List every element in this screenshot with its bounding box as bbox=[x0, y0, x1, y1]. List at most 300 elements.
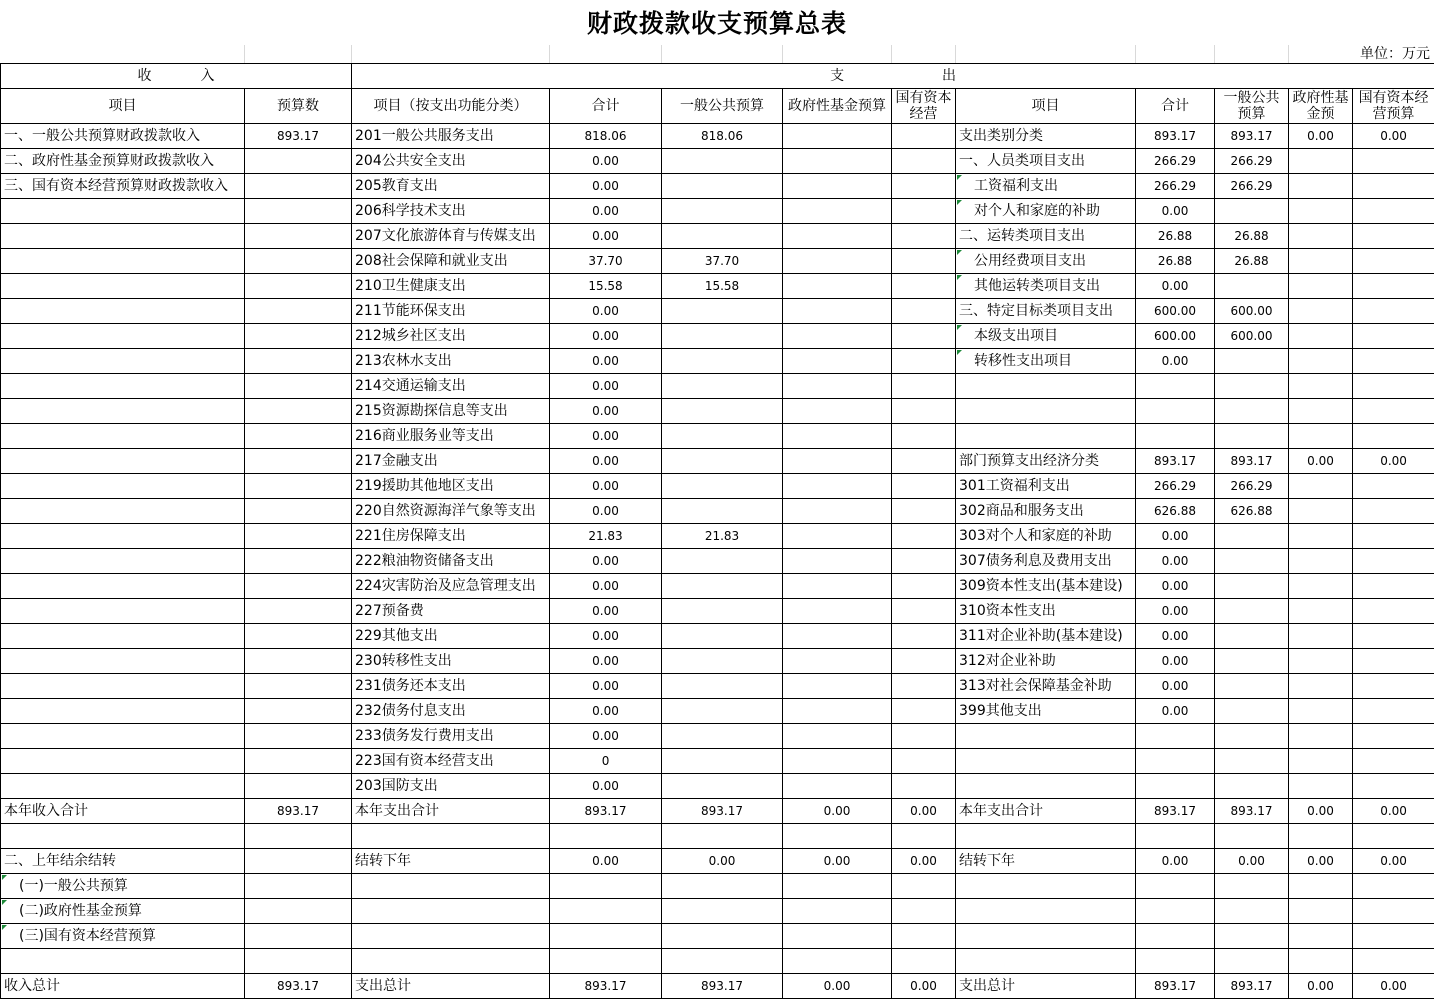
income-item-cell[interactable] bbox=[1, 774, 245, 799]
expense-soe-cell[interactable] bbox=[892, 349, 956, 374]
category-soe-cell[interactable]: 0.00 bbox=[1353, 849, 1434, 874]
expense-category-item-cell[interactable]: 三、特定目标类项目支出 bbox=[956, 299, 1136, 324]
expense-soe-cell[interactable] bbox=[892, 474, 956, 499]
category-general-cell[interactable] bbox=[1215, 624, 1289, 649]
category-general-cell[interactable] bbox=[1215, 199, 1289, 224]
expense-general-cell[interactable]: 893.17 bbox=[662, 974, 783, 999]
expense-category-item-cell[interactable]: 本级支出项目 bbox=[956, 324, 1136, 349]
income-budget-cell[interactable] bbox=[245, 699, 352, 724]
income-item-cell[interactable]: (三)国有资本经营预算 bbox=[1, 924, 245, 949]
expense-soe-cell[interactable] bbox=[892, 899, 956, 924]
expense-category-item-cell[interactable] bbox=[956, 399, 1136, 424]
expense-total-cell[interactable]: 0 bbox=[550, 749, 662, 774]
expense-category-item-cell[interactable]: 311对企业补助(基本建设) bbox=[956, 624, 1136, 649]
category-total-cell[interactable]: 266.29 bbox=[1136, 474, 1215, 499]
income-budget-cell[interactable] bbox=[245, 574, 352, 599]
expense-func-item-cell[interactable]: 229其他支出 bbox=[352, 624, 550, 649]
category-total-cell[interactable]: 0.00 bbox=[1136, 274, 1215, 299]
expense-category-item-cell[interactable] bbox=[956, 724, 1136, 749]
category-total-cell[interactable]: 600.00 bbox=[1136, 299, 1215, 324]
expense-govfund-cell[interactable] bbox=[783, 899, 892, 924]
income-item-cell[interactable]: 二、政府性基金预算财政拨款收入 bbox=[1, 149, 245, 174]
category-govfund-cell[interactable] bbox=[1289, 824, 1353, 849]
expense-total-cell[interactable]: 15.58 bbox=[550, 274, 662, 299]
income-budget-cell[interactable] bbox=[245, 724, 352, 749]
expense-govfund-cell[interactable]: 0.00 bbox=[783, 799, 892, 824]
expense-general-cell[interactable] bbox=[662, 499, 783, 524]
category-general-cell[interactable] bbox=[1215, 924, 1289, 949]
expense-func-item-cell[interactable]: 233债务发行费用支出 bbox=[352, 724, 550, 749]
category-total-cell[interactable]: 0.00 bbox=[1136, 599, 1215, 624]
category-soe-cell[interactable] bbox=[1353, 624, 1434, 649]
category-total-cell[interactable] bbox=[1136, 774, 1215, 799]
expense-category-item-cell[interactable]: 313对社会保障基金补助 bbox=[956, 674, 1136, 699]
category-govfund-cell[interactable] bbox=[1289, 149, 1353, 174]
expense-total-cell[interactable]: 0.00 bbox=[550, 324, 662, 349]
income-item-cell[interactable] bbox=[1, 399, 245, 424]
category-soe-cell[interactable] bbox=[1353, 674, 1434, 699]
category-general-cell[interactable]: 600.00 bbox=[1215, 324, 1289, 349]
income-budget-cell[interactable] bbox=[245, 374, 352, 399]
expense-category-item-cell[interactable]: 工资福利支出 bbox=[956, 174, 1136, 199]
expense-total-cell[interactable]: 21.83 bbox=[550, 524, 662, 549]
income-item-cell[interactable] bbox=[1, 949, 245, 974]
expense-govfund-cell[interactable] bbox=[783, 599, 892, 624]
expense-soe-cell[interactable]: 0.00 bbox=[892, 799, 956, 824]
expense-total-cell[interactable]: 893.17 bbox=[550, 974, 662, 999]
income-budget-cell[interactable]: 893.17 bbox=[245, 974, 352, 999]
expense-general-cell[interactable] bbox=[662, 949, 783, 974]
income-item-cell[interactable] bbox=[1, 574, 245, 599]
income-item-cell[interactable] bbox=[1, 274, 245, 299]
category-soe-cell[interactable] bbox=[1353, 374, 1434, 399]
expense-govfund-cell[interactable] bbox=[783, 524, 892, 549]
expense-soe-cell[interactable]: 0.00 bbox=[892, 849, 956, 874]
expense-soe-cell[interactable] bbox=[892, 149, 956, 174]
expense-func-item-cell[interactable]: 216商业服务业等支出 bbox=[352, 424, 550, 449]
expense-soe-cell[interactable] bbox=[892, 624, 956, 649]
category-govfund-cell[interactable]: 0.00 bbox=[1289, 799, 1353, 824]
category-total-cell[interactable] bbox=[1136, 949, 1215, 974]
category-total-cell[interactable]: 266.29 bbox=[1136, 174, 1215, 199]
expense-total-cell[interactable] bbox=[550, 924, 662, 949]
category-total-cell[interactable]: 0.00 bbox=[1136, 199, 1215, 224]
expense-category-item-cell[interactable] bbox=[956, 424, 1136, 449]
expense-govfund-cell[interactable] bbox=[783, 224, 892, 249]
expense-category-item-cell[interactable] bbox=[956, 874, 1136, 899]
category-total-cell[interactable]: 600.00 bbox=[1136, 324, 1215, 349]
expense-func-item-cell[interactable]: 205教育支出 bbox=[352, 174, 550, 199]
income-budget-cell[interactable] bbox=[245, 399, 352, 424]
expense-total-cell[interactable]: 0.00 bbox=[550, 399, 662, 424]
category-govfund-cell[interactable] bbox=[1289, 924, 1353, 949]
expense-soe-cell[interactable] bbox=[892, 524, 956, 549]
income-budget-cell[interactable] bbox=[245, 499, 352, 524]
category-govfund-cell[interactable]: 0.00 bbox=[1289, 849, 1353, 874]
expense-total-cell[interactable]: 0.00 bbox=[550, 599, 662, 624]
expense-total-cell[interactable] bbox=[550, 899, 662, 924]
category-general-cell[interactable]: 26.88 bbox=[1215, 249, 1289, 274]
expense-func-item-cell[interactable]: 227预备费 bbox=[352, 599, 550, 624]
income-item-cell[interactable] bbox=[1, 199, 245, 224]
expense-category-item-cell[interactable] bbox=[956, 374, 1136, 399]
category-general-cell[interactable] bbox=[1215, 724, 1289, 749]
income-item-cell[interactable]: (一)一般公共预算 bbox=[1, 874, 245, 899]
expense-govfund-cell[interactable] bbox=[783, 624, 892, 649]
category-govfund-cell[interactable] bbox=[1289, 549, 1353, 574]
category-general-cell[interactable] bbox=[1215, 599, 1289, 624]
expense-func-item-cell[interactable]: 本年支出合计 bbox=[352, 799, 550, 824]
expense-total-cell[interactable]: 0.00 bbox=[550, 699, 662, 724]
income-item-cell[interactable] bbox=[1, 624, 245, 649]
income-budget-cell[interactable] bbox=[245, 524, 352, 549]
expense-category-item-cell[interactable] bbox=[956, 949, 1136, 974]
category-total-cell[interactable]: 893.17 bbox=[1136, 124, 1215, 149]
expense-govfund-cell[interactable] bbox=[783, 824, 892, 849]
category-govfund-cell[interactable] bbox=[1289, 399, 1353, 424]
expense-category-item-cell[interactable]: 结转下年 bbox=[956, 849, 1136, 874]
expense-total-cell[interactable] bbox=[550, 824, 662, 849]
category-soe-cell[interactable] bbox=[1353, 574, 1434, 599]
expense-govfund-cell[interactable] bbox=[783, 324, 892, 349]
expense-general-cell[interactable]: 818.06 bbox=[662, 124, 783, 149]
expense-total-cell[interactable]: 0.00 bbox=[550, 349, 662, 374]
category-soe-cell[interactable] bbox=[1353, 349, 1434, 374]
category-govfund-cell[interactable] bbox=[1289, 324, 1353, 349]
income-budget-cell[interactable] bbox=[245, 274, 352, 299]
category-total-cell[interactable]: 893.17 bbox=[1136, 449, 1215, 474]
expense-total-cell[interactable]: 0.00 bbox=[550, 574, 662, 599]
expense-general-cell[interactable] bbox=[662, 574, 783, 599]
category-govfund-cell[interactable] bbox=[1289, 174, 1353, 199]
category-total-cell[interactable] bbox=[1136, 424, 1215, 449]
category-govfund-cell[interactable] bbox=[1289, 874, 1353, 899]
income-item-cell[interactable] bbox=[1, 724, 245, 749]
expense-soe-cell[interactable] bbox=[892, 299, 956, 324]
category-govfund-cell[interactable]: 0.00 bbox=[1289, 124, 1353, 149]
expense-govfund-cell[interactable] bbox=[783, 649, 892, 674]
income-item-cell[interactable]: 本年收入合计 bbox=[1, 799, 245, 824]
expense-govfund-cell[interactable] bbox=[783, 174, 892, 199]
expense-general-cell[interactable] bbox=[662, 149, 783, 174]
expense-total-cell[interactable]: 0.00 bbox=[550, 424, 662, 449]
expense-category-item-cell[interactable] bbox=[956, 899, 1136, 924]
category-general-cell[interactable]: 0.00 bbox=[1215, 849, 1289, 874]
expense-soe-cell[interactable] bbox=[892, 549, 956, 574]
category-general-cell[interactable]: 266.29 bbox=[1215, 474, 1289, 499]
expense-soe-cell[interactable] bbox=[892, 249, 956, 274]
category-total-cell[interactable]: 0.00 bbox=[1136, 574, 1215, 599]
category-total-cell[interactable] bbox=[1136, 749, 1215, 774]
category-soe-cell[interactable] bbox=[1353, 474, 1434, 499]
expense-general-cell[interactable] bbox=[662, 399, 783, 424]
expense-func-item-cell[interactable]: 207文化旅游体育与传媒支出 bbox=[352, 224, 550, 249]
expense-func-item-cell[interactable]: 214交通运输支出 bbox=[352, 374, 550, 399]
expense-general-cell[interactable] bbox=[662, 699, 783, 724]
category-total-cell[interactable] bbox=[1136, 824, 1215, 849]
expense-total-cell[interactable]: 0.00 bbox=[550, 724, 662, 749]
category-total-cell[interactable] bbox=[1136, 399, 1215, 424]
income-item-cell[interactable]: 三、国有资本经营预算财政拨款收入 bbox=[1, 174, 245, 199]
expense-func-item-cell[interactable]: 224灾害防治及应急管理支出 bbox=[352, 574, 550, 599]
income-budget-cell[interactable] bbox=[245, 174, 352, 199]
expense-general-cell[interactable]: 21.83 bbox=[662, 524, 783, 549]
expense-general-cell[interactable]: 893.17 bbox=[662, 799, 783, 824]
expense-total-cell[interactable]: 0.00 bbox=[550, 549, 662, 574]
category-general-cell[interactable] bbox=[1215, 424, 1289, 449]
income-item-cell[interactable] bbox=[1, 749, 245, 774]
category-govfund-cell[interactable] bbox=[1289, 624, 1353, 649]
expense-category-item-cell[interactable] bbox=[956, 924, 1136, 949]
income-budget-cell[interactable] bbox=[245, 449, 352, 474]
category-general-cell[interactable] bbox=[1215, 649, 1289, 674]
expense-general-cell[interactable] bbox=[662, 199, 783, 224]
expense-soe-cell[interactable] bbox=[892, 374, 956, 399]
income-budget-cell[interactable] bbox=[245, 924, 352, 949]
category-soe-cell[interactable] bbox=[1353, 324, 1434, 349]
income-budget-cell[interactable] bbox=[245, 349, 352, 374]
expense-soe-cell[interactable] bbox=[892, 324, 956, 349]
expense-total-cell[interactable]: 0.00 bbox=[550, 849, 662, 874]
expense-func-item-cell[interactable]: 215资源勘探信息等支出 bbox=[352, 399, 550, 424]
category-general-cell[interactable] bbox=[1215, 399, 1289, 424]
category-govfund-cell[interactable] bbox=[1289, 199, 1353, 224]
expense-govfund-cell[interactable] bbox=[783, 874, 892, 899]
category-soe-cell[interactable] bbox=[1353, 224, 1434, 249]
income-budget-cell[interactable] bbox=[245, 249, 352, 274]
category-general-cell[interactable] bbox=[1215, 274, 1289, 299]
category-govfund-cell[interactable] bbox=[1289, 574, 1353, 599]
category-general-cell[interactable] bbox=[1215, 749, 1289, 774]
income-item-cell[interactable] bbox=[1, 324, 245, 349]
expense-soe-cell[interactable] bbox=[892, 674, 956, 699]
expense-general-cell[interactable]: 15.58 bbox=[662, 274, 783, 299]
expense-govfund-cell[interactable] bbox=[783, 249, 892, 274]
category-soe-cell[interactable]: 0.00 bbox=[1353, 449, 1434, 474]
expense-func-item-cell[interactable]: 221住房保障支出 bbox=[352, 524, 550, 549]
income-item-cell[interactable] bbox=[1, 499, 245, 524]
category-total-cell[interactable]: 0.00 bbox=[1136, 699, 1215, 724]
expense-func-item-cell[interactable] bbox=[352, 949, 550, 974]
expense-govfund-cell[interactable] bbox=[783, 574, 892, 599]
category-soe-cell[interactable] bbox=[1353, 599, 1434, 624]
expense-govfund-cell[interactable] bbox=[783, 699, 892, 724]
category-general-cell[interactable] bbox=[1215, 699, 1289, 724]
category-govfund-cell[interactable] bbox=[1289, 499, 1353, 524]
expense-general-cell[interactable] bbox=[662, 299, 783, 324]
expense-soe-cell[interactable] bbox=[892, 124, 956, 149]
category-soe-cell[interactable] bbox=[1353, 424, 1434, 449]
expense-func-item-cell[interactable]: 203国防支出 bbox=[352, 774, 550, 799]
expense-total-cell[interactable]: 0.00 bbox=[550, 774, 662, 799]
income-item-cell[interactable] bbox=[1, 649, 245, 674]
category-soe-cell[interactable] bbox=[1353, 549, 1434, 574]
category-govfund-cell[interactable] bbox=[1289, 474, 1353, 499]
category-general-cell[interactable]: 893.17 bbox=[1215, 124, 1289, 149]
expense-category-item-cell[interactable]: 支出类别分类 bbox=[956, 124, 1136, 149]
category-total-cell[interactable]: 893.17 bbox=[1136, 799, 1215, 824]
income-budget-cell[interactable] bbox=[245, 424, 352, 449]
expense-govfund-cell[interactable] bbox=[783, 924, 892, 949]
income-budget-cell[interactable] bbox=[245, 199, 352, 224]
category-soe-cell[interactable]: 0.00 bbox=[1353, 974, 1434, 999]
expense-func-item-cell[interactable] bbox=[352, 924, 550, 949]
expense-total-cell[interactable]: 0.00 bbox=[550, 499, 662, 524]
expense-category-item-cell[interactable]: 309资本性支出(基本建设) bbox=[956, 574, 1136, 599]
expense-category-item-cell[interactable]: 对个人和家庭的补助 bbox=[956, 199, 1136, 224]
category-total-cell[interactable]: 0.00 bbox=[1136, 674, 1215, 699]
category-soe-cell[interactable] bbox=[1353, 774, 1434, 799]
expense-total-cell[interactable]: 0.00 bbox=[550, 449, 662, 474]
expense-func-item-cell[interactable]: 204公共安全支出 bbox=[352, 149, 550, 174]
category-soe-cell[interactable] bbox=[1353, 724, 1434, 749]
income-item-cell[interactable] bbox=[1, 374, 245, 399]
expense-func-item-cell[interactable]: 210卫生健康支出 bbox=[352, 274, 550, 299]
expense-soe-cell[interactable] bbox=[892, 599, 956, 624]
income-item-cell[interactable] bbox=[1, 349, 245, 374]
expense-category-item-cell[interactable] bbox=[956, 824, 1136, 849]
expense-total-cell[interactable]: 0.00 bbox=[550, 624, 662, 649]
expense-general-cell[interactable] bbox=[662, 649, 783, 674]
income-budget-cell[interactable] bbox=[245, 874, 352, 899]
expense-soe-cell[interactable] bbox=[892, 424, 956, 449]
expense-total-cell[interactable]: 0.00 bbox=[550, 224, 662, 249]
category-soe-cell[interactable] bbox=[1353, 499, 1434, 524]
expense-func-item-cell[interactable]: 208社会保障和就业支出 bbox=[352, 249, 550, 274]
category-total-cell[interactable] bbox=[1136, 724, 1215, 749]
category-total-cell[interactable]: 266.29 bbox=[1136, 149, 1215, 174]
expense-soe-cell[interactable] bbox=[892, 874, 956, 899]
expense-func-item-cell[interactable]: 213农林水支出 bbox=[352, 349, 550, 374]
expense-total-cell[interactable] bbox=[550, 949, 662, 974]
expense-category-item-cell[interactable]: 一、人员类项目支出 bbox=[956, 149, 1136, 174]
expense-govfund-cell[interactable] bbox=[783, 774, 892, 799]
category-general-cell[interactable] bbox=[1215, 524, 1289, 549]
expense-soe-cell[interactable] bbox=[892, 499, 956, 524]
income-budget-cell[interactable] bbox=[245, 849, 352, 874]
expense-general-cell[interactable] bbox=[662, 324, 783, 349]
income-budget-cell[interactable] bbox=[245, 624, 352, 649]
income-budget-cell[interactable]: 893.17 bbox=[245, 124, 352, 149]
category-general-cell[interactable] bbox=[1215, 899, 1289, 924]
expense-govfund-cell[interactable] bbox=[783, 424, 892, 449]
category-govfund-cell[interactable] bbox=[1289, 674, 1353, 699]
expense-soe-cell[interactable] bbox=[892, 199, 956, 224]
category-total-cell[interactable]: 893.17 bbox=[1136, 974, 1215, 999]
category-soe-cell[interactable] bbox=[1353, 174, 1434, 199]
category-govfund-cell[interactable] bbox=[1289, 749, 1353, 774]
expense-soe-cell[interactable]: 0.00 bbox=[892, 974, 956, 999]
expense-soe-cell[interactable] bbox=[892, 924, 956, 949]
expense-func-item-cell[interactable]: 231债务还本支出 bbox=[352, 674, 550, 699]
category-govfund-cell[interactable] bbox=[1289, 524, 1353, 549]
category-soe-cell[interactable] bbox=[1353, 899, 1434, 924]
income-item-cell[interactable]: 二、上年结余结转 bbox=[1, 849, 245, 874]
expense-category-item-cell[interactable]: 310资本性支出 bbox=[956, 599, 1136, 624]
expense-category-item-cell[interactable]: 公用经费项目支出 bbox=[956, 249, 1136, 274]
category-govfund-cell[interactable]: 0.00 bbox=[1289, 974, 1353, 999]
expense-category-item-cell[interactable]: 部门预算支出经济分类 bbox=[956, 449, 1136, 474]
income-budget-cell[interactable] bbox=[245, 749, 352, 774]
category-soe-cell[interactable] bbox=[1353, 149, 1434, 174]
expense-govfund-cell[interactable] bbox=[783, 474, 892, 499]
expense-total-cell[interactable]: 893.17 bbox=[550, 799, 662, 824]
category-total-cell[interactable]: 626.88 bbox=[1136, 499, 1215, 524]
expense-soe-cell[interactable] bbox=[892, 824, 956, 849]
category-govfund-cell[interactable] bbox=[1289, 349, 1353, 374]
expense-general-cell[interactable] bbox=[662, 349, 783, 374]
category-general-cell[interactable] bbox=[1215, 949, 1289, 974]
expense-general-cell[interactable] bbox=[662, 549, 783, 574]
category-govfund-cell[interactable] bbox=[1289, 599, 1353, 624]
income-item-cell[interactable] bbox=[1, 449, 245, 474]
category-soe-cell[interactable] bbox=[1353, 524, 1434, 549]
category-soe-cell[interactable] bbox=[1353, 199, 1434, 224]
expense-total-cell[interactable] bbox=[550, 874, 662, 899]
income-budget-cell[interactable] bbox=[245, 299, 352, 324]
category-govfund-cell[interactable] bbox=[1289, 774, 1353, 799]
expense-category-item-cell[interactable]: 本年支出合计 bbox=[956, 799, 1136, 824]
category-total-cell[interactable]: 0.00 bbox=[1136, 649, 1215, 674]
category-total-cell[interactable]: 0.00 bbox=[1136, 524, 1215, 549]
income-item-cell[interactable] bbox=[1, 224, 245, 249]
category-general-cell[interactable]: 893.17 bbox=[1215, 449, 1289, 474]
expense-category-item-cell[interactable]: 307债务利息及费用支出 bbox=[956, 549, 1136, 574]
expense-govfund-cell[interactable] bbox=[783, 724, 892, 749]
income-item-cell[interactable] bbox=[1, 599, 245, 624]
income-item-cell[interactable] bbox=[1, 674, 245, 699]
category-general-cell[interactable]: 26.88 bbox=[1215, 224, 1289, 249]
expense-category-item-cell[interactable]: 二、运转类项目支出 bbox=[956, 224, 1136, 249]
category-soe-cell[interactable] bbox=[1353, 824, 1434, 849]
expense-general-cell[interactable]: 0.00 bbox=[662, 849, 783, 874]
income-budget-cell[interactable] bbox=[245, 549, 352, 574]
expense-soe-cell[interactable] bbox=[892, 724, 956, 749]
category-soe-cell[interactable] bbox=[1353, 924, 1434, 949]
category-general-cell[interactable] bbox=[1215, 349, 1289, 374]
expense-func-item-cell[interactable]: 232债务付息支出 bbox=[352, 699, 550, 724]
income-item-cell[interactable]: (二)政府性基金预算 bbox=[1, 899, 245, 924]
expense-general-cell[interactable] bbox=[662, 774, 783, 799]
income-budget-cell[interactable] bbox=[245, 949, 352, 974]
category-total-cell[interactable] bbox=[1136, 374, 1215, 399]
expense-soe-cell[interactable] bbox=[892, 699, 956, 724]
expense-category-item-cell[interactable]: 其他运转类项目支出 bbox=[956, 274, 1136, 299]
expense-total-cell[interactable]: 0.00 bbox=[550, 649, 662, 674]
category-soe-cell[interactable] bbox=[1353, 249, 1434, 274]
income-item-cell[interactable] bbox=[1, 824, 245, 849]
category-general-cell[interactable] bbox=[1215, 774, 1289, 799]
expense-govfund-cell[interactable] bbox=[783, 949, 892, 974]
expense-func-item-cell[interactable]: 230转移性支出 bbox=[352, 649, 550, 674]
category-soe-cell[interactable] bbox=[1353, 699, 1434, 724]
expense-govfund-cell[interactable] bbox=[783, 124, 892, 149]
expense-func-item-cell[interactable]: 支出总计 bbox=[352, 974, 550, 999]
category-general-cell[interactable]: 266.29 bbox=[1215, 149, 1289, 174]
income-item-cell[interactable] bbox=[1, 249, 245, 274]
income-item-cell[interactable] bbox=[1, 424, 245, 449]
category-general-cell[interactable]: 266.29 bbox=[1215, 174, 1289, 199]
category-total-cell[interactable]: 26.88 bbox=[1136, 224, 1215, 249]
expense-soe-cell[interactable] bbox=[892, 399, 956, 424]
income-budget-cell[interactable] bbox=[245, 674, 352, 699]
income-budget-cell[interactable] bbox=[245, 824, 352, 849]
category-total-cell[interactable]: 0.00 bbox=[1136, 624, 1215, 649]
expense-total-cell[interactable]: 0.00 bbox=[550, 474, 662, 499]
income-item-cell[interactable] bbox=[1, 474, 245, 499]
expense-total-cell[interactable]: 37.70 bbox=[550, 249, 662, 274]
expense-govfund-cell[interactable] bbox=[783, 749, 892, 774]
